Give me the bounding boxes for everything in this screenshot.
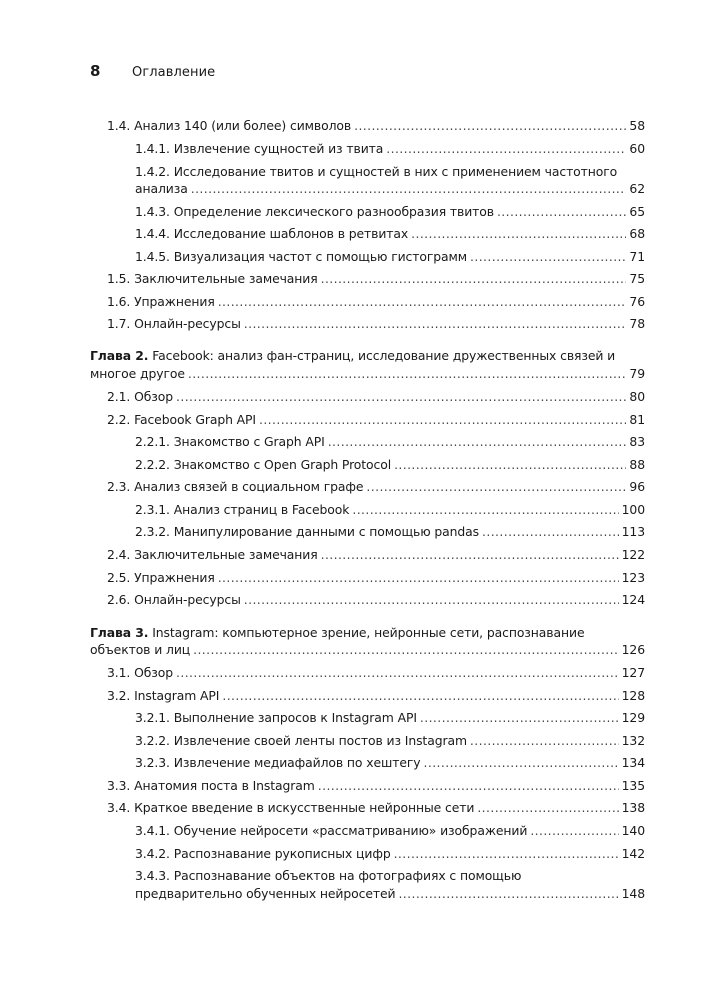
toc-page: 148 [621,886,645,901]
chapter-heading[interactable]: Глава 3. Instagram: компьютерное зрение, нейронные сети, распознавание [90,625,585,640]
toc-page: 80 [629,389,645,404]
toc-page: 65 [629,204,645,219]
toc-entry[interactable]: 2.2.2. Знакомство с Open Graph Protocol ..... 88 [135,457,645,472]
toc-page: 60 [629,141,645,156]
toc-entry[interactable]: 1.4.4. Исследование шаблонов в ретвитах ..... 68 [135,226,645,241]
toc-entry[interactable]: 3.2.1. Выполнение запросов к Instagram API ..... 129 [135,710,645,725]
toc-page: 129 [621,710,645,725]
toc-entry-line1[interactable]: 1.4.2. Исследование твитов и сущностей в них с применением частотного [135,164,618,179]
toc-page: 62 [629,181,645,196]
toc-entry[interactable]: 2.2.1. Знакомство с Graph API ..... 83 [135,434,645,449]
toc-page: 142 [621,846,645,861]
toc-entry[interactable]: 1.5. Заключительные замечания ..... 75 [107,271,645,286]
toc-entry[interactable]: предварительно обученных нейросетей ..... 148 [135,886,645,901]
chapter-label: Глава 3. [90,625,149,640]
toc-page: 88 [629,457,645,472]
toc-entry[interactable]: 3.4.1. Обучение нейросети «рассматриванию» изображений ..... 140 [135,823,645,838]
toc-entry[interactable]: 3.2.3. Извлечение медиафайлов по хештегу ..... 134 [135,755,645,770]
page-header [90,62,215,84]
toc-entry[interactable]: 3.4. Краткое введение в искусственные нейронные сети ..... 138 [107,800,645,815]
toc-page: 79 [629,366,645,381]
toc-entry[interactable]: 2.5. Упражнения ..... 123 [107,570,645,585]
toc-page: 128 [621,688,645,703]
toc-entry[interactable]: 1.4.3. Определение лексического разнообразия твитов ..... 65 [135,204,645,219]
toc-page: 76 [629,294,645,309]
toc-entry[interactable]: 1.4. Анализ 140 (или более) символов ..... 58 [107,118,645,133]
toc-entry[interactable]: 2.3.2. Манипулирование данными с помощью pandas ..... 113 [135,524,645,539]
running-title: Оглавление [132,65,216,80]
toc-page: 113 [621,524,645,539]
toc-entry[interactable]: 2.6. Онлайн-ресурсы ..... 124 [107,592,645,607]
chapter-heading[interactable]: Глава 2. Facebook: анализ фан-страниц, исследование дружественных связей и [90,348,616,363]
toc-entry[interactable]: 2.3. Анализ связей в социальном графе ..... 96 [107,479,645,494]
toc-entry[interactable]: 2.2. Facebook Graph API ..... 81 [107,412,645,427]
toc-entry[interactable]: 3.2.2. Извлечение своей ленты постов из Instagram ..... 132 [135,733,645,748]
toc-entry[interactable]: 3.1. Обзор ..... 127 [107,665,645,680]
toc-page: 81 [629,412,645,427]
page-number: 8 [90,62,101,80]
toc-page: 134 [621,755,645,770]
toc-entry[interactable]: 2.4. Заключительные замечания ..... 122 [107,547,645,562]
toc-page: 126 [621,642,645,657]
toc-entry[interactable]: объектов и лиц ..... 126 [90,642,645,657]
toc-entry[interactable]: 1.7. Онлайн-ресурсы ..... 78 [107,316,645,331]
toc-page: 75 [629,271,645,286]
toc-page: 71 [629,249,645,264]
toc-page: 135 [621,778,645,793]
toc-entry[interactable]: 2.1. Обзор ..... 80 [107,389,645,404]
toc-entry[interactable]: 1.4.5. Визуализация частот с помощью гистограмм ..... 71 [135,249,645,264]
toc-entry[interactable]: 3.2. Instagram API ..... 128 [107,688,645,703]
toc-page: 132 [621,733,645,748]
toc-entry[interactable]: 1.6. Упражнения ..... 76 [107,294,645,309]
toc-page: 68 [629,226,645,241]
toc-page: 96 [629,479,645,494]
toc-page: 138 [621,800,645,815]
toc-entry[interactable]: 3.4.2. Распознавание рукописных цифр ..... 142 [135,846,645,861]
toc-entry[interactable]: 2.3.1. Анализ страниц в Facebook ..... 100 [135,502,645,517]
chapter-label: Глава 2. [90,348,149,363]
toc-page: 100 [621,502,645,517]
toc-page: 58 [629,118,645,133]
toc-page: 83 [629,434,645,449]
toc-entry[interactable]: 3.3. Анатомия поста в Instagram ..... 135 [107,778,645,793]
toc-entry[interactable]: многое другое ..... 79 [90,366,645,381]
toc-entry[interactable]: 1.4.1. Извлечение сущностей из твита ..... 60 [135,141,645,156]
toc-page: 123 [621,570,645,585]
toc-page: 127 [621,665,645,680]
toc-page: 122 [621,547,645,562]
toc-entry-line1[interactable]: 3.4.3. Распознавание объектов на фотографиях с помощью [135,868,522,883]
toc-page: 140 [621,823,645,838]
toc-page: 78 [629,316,645,331]
toc-page: 124 [621,592,645,607]
toc-entry[interactable]: анализа ..... 62 [135,181,645,196]
